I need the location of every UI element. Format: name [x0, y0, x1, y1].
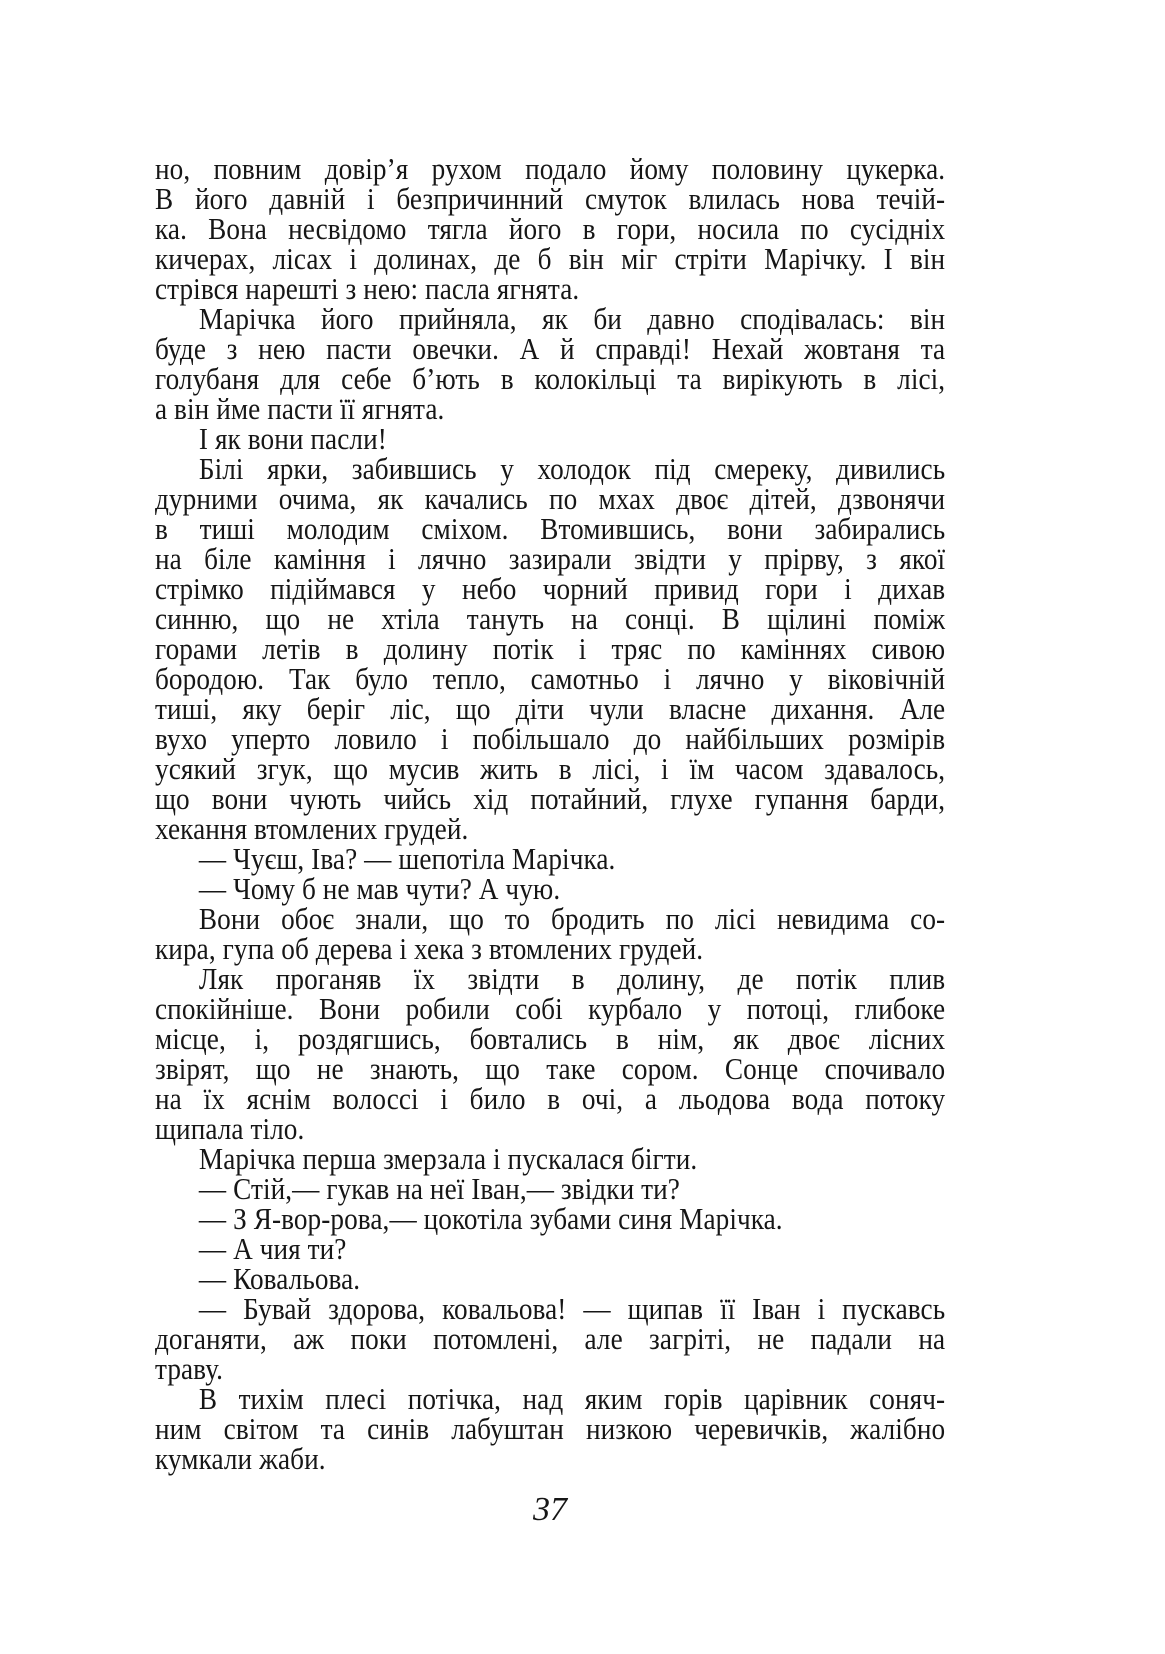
- text-line: вухо уперто ловило і побільшало до найбільших розмірів: [155, 721, 946, 756]
- paragraph: [155, 1141, 945, 1176]
- text-line: Ляк проганяв їх звідти в долину, де потік плив: [198, 961, 946, 996]
- text-line: хекання втомлених грудей.: [155, 811, 469, 846]
- text-line: буде з нею пасти овечки. А й справді! Нехай жовтаня та: [155, 331, 946, 366]
- text-line: спокійніше. Вони робили собі курбало у потоці, глибоке: [155, 991, 946, 1026]
- text-line: траву.: [155, 1351, 224, 1386]
- paragraph: [155, 1171, 945, 1206]
- text-line: доганяти, аж поки потомлені, але загріті, не падали на: [155, 1321, 946, 1356]
- text-line: ка. Вона несвідомо тягла його в гори, носила по сусідніх: [155, 211, 946, 246]
- text-line: Білі ярки, забившись у холодок під смереку, дивились: [198, 451, 946, 486]
- text-line: Марічка перша змерзала і пускалася бігти.: [198, 1141, 698, 1176]
- paragraph: [155, 1261, 945, 1296]
- paragraph: [155, 301, 946, 426]
- text-line: — Чому б не мав чути? А чую.: [198, 871, 561, 906]
- text-line: на біле каміння і лячно зазирали звідти у прірву, з якої: [155, 541, 946, 576]
- text-line: — Бувай здорова, ковальова! — щипав її Іван і пускавсь: [198, 1291, 946, 1326]
- text-line: в тиші молодим сміхом. Втомившись, вони забирались: [155, 511, 946, 546]
- page-text-block: [155, 151, 946, 1476]
- text-line: — Ковальова.: [198, 1261, 361, 1296]
- text-line: но, повним довір’я рухом подало йому половину цукерка.: [155, 151, 946, 186]
- paragraph: [155, 961, 946, 1146]
- text-line: голубаня для себе б’ють в колокільці та вирікують в лісі,: [155, 361, 946, 396]
- paragraph: [155, 1381, 946, 1476]
- text-line: Марічка його прийняла, як би давно сподівалась: він: [198, 301, 946, 336]
- paragraph: [155, 871, 945, 906]
- paragraph: [155, 421, 945, 456]
- text-line: звірят, що не знають, що таке сором. Сонце спочивало: [155, 1051, 946, 1086]
- text-line: горами летів в долину потік і тряс по каміннях сивою: [155, 631, 946, 666]
- paragraph: [155, 841, 945, 876]
- paragraph: [155, 1201, 945, 1236]
- text-line: ним світом та синів лабуштан низкою черевичків, жалібно: [155, 1411, 946, 1446]
- text-line: стрівся нарешті з нею: пасла ягнята.: [155, 271, 580, 306]
- paragraph: [155, 151, 946, 306]
- text-line: щипала тіло.: [155, 1111, 305, 1146]
- paragraph: [155, 901, 946, 966]
- paragraph: [155, 1291, 946, 1386]
- text-line: І як вони пасли!: [198, 421, 387, 456]
- text-line: усякий згук, що мусив жить в лісі, і їм часом здавалось,: [155, 751, 946, 786]
- text-line: Вони обоє знали, що то бродить по лісі невидима со-: [198, 901, 946, 936]
- text-line: — А чия ти?: [198, 1231, 347, 1266]
- page-number: 37: [533, 1491, 567, 1528]
- text-line: — Чуєш, Іва? — шепотіла Марічка.: [198, 841, 616, 876]
- text-line: дурними очима, як качались по мхах двоє дітей, дзвонячи: [155, 481, 946, 516]
- text-line: В тихім плесі потічка, над яким горів царівник соняч-: [198, 1381, 946, 1416]
- paragraph: [155, 451, 946, 846]
- text-line: що вони чують чийсь хід потайний, глухе гупання барди,: [155, 781, 946, 816]
- paragraph: [155, 1231, 945, 1266]
- text-line: кичерах, лісах і долинах, де б він міг стріти Марічку. І він: [155, 241, 946, 276]
- text-line: — Стій,— гукав на неї Іван,— звідки ти?: [198, 1171, 680, 1206]
- text-line: місце, і, роздягшись, бовтались в нім, як двоє лісних: [155, 1021, 946, 1056]
- text-line: стрімко підіймався у небо чорний привид гори і дихав: [155, 571, 946, 606]
- text-line: на їх яснім волоссі і било в очі, а льодова вода потоку: [155, 1081, 946, 1116]
- text-line: кира, гупа об дерева і хека з втомлених грудей.: [155, 931, 704, 966]
- text-line: бородою. Так було тепло, самотньо і лячно у віковічній: [155, 661, 946, 696]
- text-line: тиші, яку беріг ліс, що діти чули власне дихання. Але: [155, 691, 946, 726]
- text-line: кумкали жаби.: [155, 1441, 326, 1476]
- text-line: В його давній і безпричинний смуток влилась нова течій-: [155, 181, 946, 216]
- text-line: а він йме пасти її ягнята.: [155, 391, 445, 426]
- text-line: синню, що не хтіла тануть на сонці. В щілині поміж: [155, 601, 946, 636]
- text-line: — З Я-вор-рова,— цокотіла зубами синя Марічка.: [198, 1201, 783, 1236]
